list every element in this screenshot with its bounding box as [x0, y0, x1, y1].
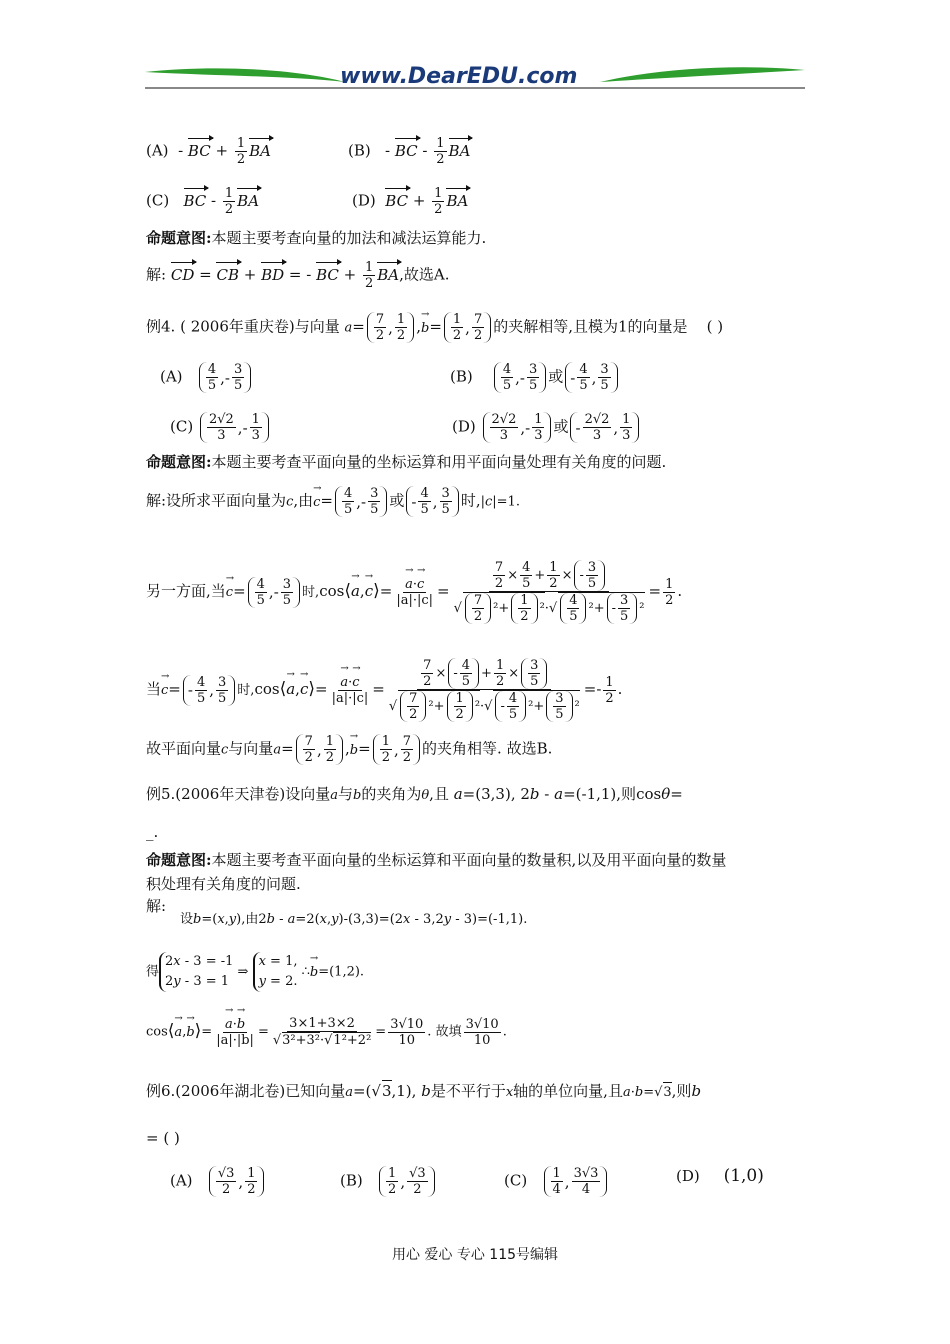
q3-solution: 解: CD = CB + BD = - BC + $\frac{1}{2}$ BA,故选A. [146, 260, 450, 291]
q3-options-row2b: (D) BC + $\frac{1}{2}$ BA [352, 186, 469, 217]
ex5-stem: 例5.(2006年天津卷)设向量a与b的夹角为θ,且 a=(3,3), 2b - a=(-1,1),则cosθ= [146, 785, 683, 803]
ex4-conclusion: 故平面向量c与向量a= $\frac{7}{2}$ , $\frac{1}{2}$ ,→ b= $\frac{1}{2}$ , $\frac{7}{2}$ 的夹角相等. 故选B. [146, 734, 552, 765]
q3-options-row2: (C) BC - $\frac{1}{2}$ BA [146, 186, 260, 217]
ex4-line3: 当→ c= - $\frac{4}{5}$ , $\frac{3}{5}$ 时,cos⟨→ a,→ c⟩= → $\frac{a\cdot\to c}{|a|\cdot|c|}$ = $\frac{7}{2}$ × - $\frac{4}{5}$ + $\frac{1}{2}$ × $\frac{3}{5}$ √ $\frac{7}{2}$ ²+ $\frac{1}{2}$ ²·√ - $\frac{4}{5}$ ²+ $\frac{3}{5}$ ² =- $\frac{1}{2}$ . [146, 658, 622, 722]
left-swoosh [145, 68, 345, 82]
ex6-options-c: (C) $\frac{1}{4}$ , $\frac{3√3}{4}$ [504, 1166, 609, 1197]
ex6-stem: 例6.(2006年湖北卷)已知向量a=(√3,1), b是不平行于x轴的单位向量,且a·b=√3,则b [146, 1080, 701, 1103]
ex5-intent-1: 命题意图:本题主要考查平面向量的坐标运算和平面向量的数量积,以及用平面向量的数量 [146, 851, 727, 869]
q3-options-row1b: (B) - BC - $\frac{1}{2}$ BA [348, 136, 471, 167]
ex4-line2: 另一方面,当→ c= $\frac{4}{5}$ ,- $\frac{3}{5}$ 时,cos⟨→ a,→ c⟩= → $\frac{a\cdot\to c}{|a|\cdot|c|}$ = $\frac{7}{2}$ × $\frac{4}{5}$ + $\frac{1}{2}$ × - $\frac{3}{5}$ √ $\frac{7}{2}$ ²+ $\frac{1}{2}$ ²·√ $\frac{4}{5}$ ²+ - $\frac{3}{5}$ ² = $\frac{1}{2}$ . [146, 560, 682, 624]
q3-options-row1: (A) - BC + $\frac{1}{2}$ BA [146, 136, 271, 167]
ex6-line2: = ( ) [146, 1129, 180, 1147]
ex4-options-row2: (C) $\frac{2√2}{3}$ ,- $\frac{1}{3}$ [170, 412, 271, 443]
ex4-options-row1b: (B) $\frac{4}{5}$ ,- $\frac{3}{5}$ 或 - $\frac{4}{5}$ , $\frac{3}{5}$ [450, 362, 620, 393]
ex4-options-row1: (A) $\frac{4}{5}$ ,- $\frac{3}{5}$ [160, 362, 253, 393]
ex5-step3: cos⟨→ a,→ b⟩= → $\frac{a\cdot\to b}{|a|\cdot|b|}$ = $\frac{3\times 1+3\times 2}{\text{√3²+3²·√1²+2²}}$ = $\frac{3√10}{10}$ . 故填 $\frac{3√10}{10}$ . [146, 1016, 507, 1048]
ex4-options-row2b: (D) $\frac{2√2}{3}$ ,- $\frac{1}{3}$ 或 - $\frac{2√2}{3}$ , $\frac{1}{3}$ [452, 412, 641, 443]
ex6-options: (A) $\frac{√3}{2}$ , $\frac{1}{2}$ [170, 1166, 266, 1197]
ex6-options-d: (D) (1,0) [676, 1166, 764, 1186]
ex5-step1: 设b=(x,y),由2b - a=2(x,y)-(3,3)=(2x - 3,2y - 3)=(-1,1). [180, 912, 528, 927]
ex4-solution: 解:设所求平面向量为c,由→ c= $\frac{4}{5}$ ,- $\frac{3}{5}$ 或 - $\frac{4}{5}$ , $\frac{3}{5}$ 时,|c|=1. [146, 486, 520, 517]
ex5-sol-label: 解: [146, 897, 167, 915]
page-footer: 用心 爱心 专心 115号编辑 [391, 1247, 559, 1263]
ex5-intent-2: 积处理有关角度的问题. [146, 875, 301, 893]
right-swoosh [600, 67, 805, 82]
ex6-options-b: (B) $\frac{1}{2}$ , $\frac{√3}{2}$ [340, 1166, 437, 1197]
ex5-blank: _. [146, 823, 159, 841]
q3-intent: 命题意图:本题主要考查向量的加法和减法运算能力. [146, 229, 487, 247]
ex4-stem: 例4. ( 2006年重庆卷)与向量 a= $\frac{7}{2}$ , $\frac{1}{2}$ ,→ b= $\frac{1}{2}$ , $\frac{7}{2}$ 的夹解相等,且模为1的向量是 ( ) [146, 312, 723, 343]
ex5-step2: 得 2x - 3 = -1 2y - 3 = 1 ⇒ x = 1, y = 2. ∴→ b=(1,2). [146, 952, 364, 992]
ex4-intent: 命题意图:本题主要考查平面向量的坐标运算和用平面向量处理有关角度的问题. [146, 453, 667, 471]
site-logo: www.DearEDU.com [340, 64, 578, 89]
